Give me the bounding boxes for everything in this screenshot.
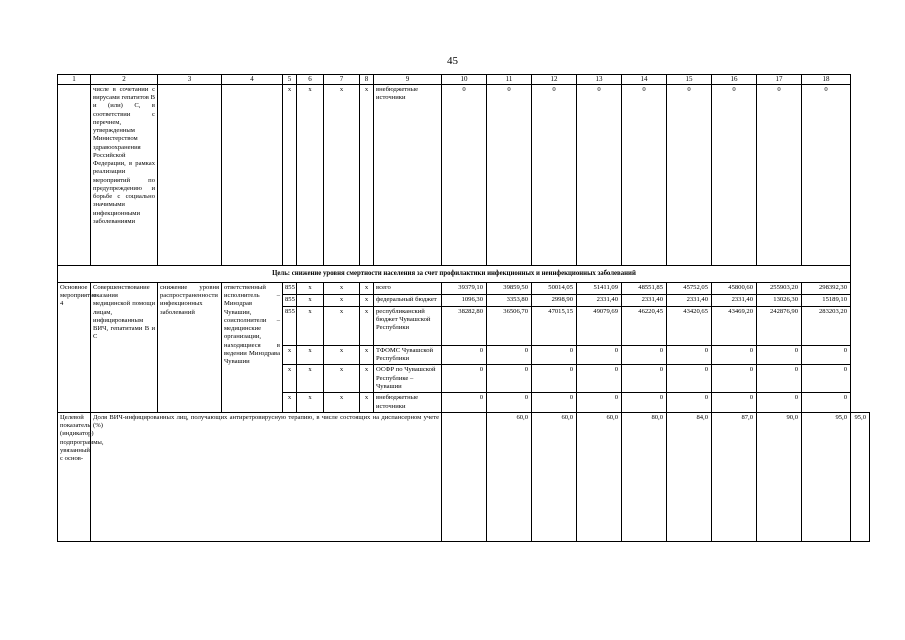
- column-header: 8: [360, 75, 374, 85]
- cell-value: 0: [622, 85, 667, 266]
- cell-value: 50014,05: [532, 283, 577, 295]
- column-header: 13: [577, 75, 622, 85]
- cell-code: x: [324, 307, 360, 346]
- cell-code: x: [360, 307, 374, 346]
- cell-value: 48551,85: [622, 283, 667, 295]
- cell-value: 84,0: [667, 412, 712, 541]
- cell-value: 3353,80: [487, 295, 532, 307]
- cell-value: 47015,15: [532, 307, 577, 346]
- cell-code: x: [324, 295, 360, 307]
- column-header: 2: [91, 75, 158, 85]
- cell-value: 0: [487, 346, 532, 365]
- cell-indicator-title: Целевой показатель (индикатор) подпрограммы, увязанный с основ-: [58, 412, 91, 541]
- cell-value: 0: [442, 365, 487, 393]
- cell-code: x: [297, 365, 324, 393]
- cell-value: 0: [757, 365, 802, 393]
- cell-value: 39859,50: [487, 283, 532, 295]
- header-row: [58, 75, 870, 85]
- cell-activity-name: Совершенствование оказания медицинской помощи лицам, инфицированным ВИЧ, гепатитами B и C: [91, 283, 158, 413]
- cell-value: 0: [487, 85, 532, 266]
- column-header: 15: [667, 75, 712, 85]
- cell-code: x: [283, 346, 297, 365]
- cell-code: x: [297, 295, 324, 307]
- cell-value: 0: [532, 365, 577, 393]
- column-header: 11: [487, 75, 532, 85]
- cell-value: 2331,40: [712, 295, 757, 307]
- cell-activity-goal: снижение уровня распространенности инфекционных заболеваний: [158, 283, 222, 413]
- cell-code: 855: [283, 283, 297, 295]
- cell-value: 242876,90: [757, 307, 802, 346]
- cell-value: 298392,30: [802, 283, 851, 295]
- column-header: 9: [374, 75, 442, 85]
- cell-value: 0: [442, 393, 487, 412]
- cell-value: 0: [712, 393, 757, 412]
- cell-empty: [58, 85, 91, 266]
- indicator-row: [58, 412, 870, 541]
- table-row: [58, 85, 870, 266]
- cell-value: 255903,20: [757, 283, 802, 295]
- cell-value: 0: [487, 393, 532, 412]
- column-header: 6: [297, 75, 324, 85]
- cell-code: 855: [283, 307, 297, 346]
- column-header: 4: [222, 75, 283, 85]
- cell-code: x: [360, 346, 374, 365]
- cell-value: 95,0: [802, 412, 851, 541]
- cell-code: x: [360, 283, 374, 295]
- cell-code: x: [324, 85, 360, 266]
- cell-value: 0: [532, 346, 577, 365]
- cell-code: x: [283, 365, 297, 393]
- cell-value: 0: [802, 365, 851, 393]
- cell-value: 0: [712, 346, 757, 365]
- cell-code: x: [324, 365, 360, 393]
- cell-value: 2331,40: [622, 295, 667, 307]
- cell-value: 45800,60: [712, 283, 757, 295]
- column-header: 17: [757, 75, 802, 85]
- cell-value: 80,0: [622, 412, 667, 541]
- cell-value: 95,0: [851, 412, 870, 541]
- cell-value: 46220,45: [622, 307, 667, 346]
- cell-value: 0: [442, 85, 487, 266]
- cell-code: x: [283, 85, 297, 266]
- cell-source: ОСФР по Чувашской Республике – Чувашии: [374, 365, 442, 393]
- cell-value: 39379,10: [442, 283, 487, 295]
- cell-value: 15189,10: [802, 295, 851, 307]
- cell-value: 0: [442, 346, 487, 365]
- cell-value: 0: [532, 393, 577, 412]
- cell-value: 0: [667, 365, 712, 393]
- cell-value: 0: [577, 365, 622, 393]
- cell-value: 0: [622, 346, 667, 365]
- cell-value: 0: [802, 393, 851, 412]
- cell-value: 0: [757, 393, 802, 412]
- cell-value: 0: [577, 393, 622, 412]
- budget-table: [57, 74, 870, 542]
- cell-value: 90,0: [757, 412, 802, 541]
- cell-code: x: [360, 365, 374, 393]
- column-header: 12: [532, 75, 577, 85]
- cell-code: x: [324, 393, 360, 412]
- column-header: 5: [283, 75, 297, 85]
- cell-value: 2331,40: [667, 295, 712, 307]
- cell-measure-text: числе в сочетании с вирусами гепатитов B и (или) C, в соответствии с перечнем, утвержденным Министерством здравоохранения Российской Федерации, в рамках реализации мероприятий по предупреждению и борьбе с социально значимыми инфекционными заболеваниями: [91, 85, 158, 266]
- cell-source: внебюджетные источники: [374, 393, 442, 412]
- column-header: 1: [58, 75, 91, 85]
- cell-value: 51411,09: [577, 283, 622, 295]
- cell-value: 0: [667, 393, 712, 412]
- cell-indicator-text: Доля ВИЧ-инфицированных лиц, получающих антиретровирусную терапию, в числе состоящих на диспансерном учете (%): [91, 412, 442, 541]
- cell-source: республиканский бюджет Чувашской Республики: [374, 307, 442, 346]
- cell-value: 2331,40: [577, 295, 622, 307]
- column-header: 3: [158, 75, 222, 85]
- cell-value: 283203,20: [802, 307, 851, 346]
- cell-value: 45752,05: [667, 283, 712, 295]
- cell-source: ТФОМС Чувашской Республики: [374, 346, 442, 365]
- cell-value: 0: [667, 346, 712, 365]
- cell-value: 2998,90: [532, 295, 577, 307]
- cell-code: x: [324, 346, 360, 365]
- goal-text: Цель: снижение уровня смертности населения за счет профилактики инфекционных и неинфекционных заболеваний: [58, 266, 851, 283]
- cell-value: 0: [532, 85, 577, 266]
- cell-code: x: [297, 85, 324, 266]
- cell-value: 0: [802, 346, 851, 365]
- cell-value: 0: [622, 393, 667, 412]
- cell-source: всего: [374, 283, 442, 295]
- cell-code: x: [297, 283, 324, 295]
- page-number: 45: [447, 55, 458, 67]
- cell-value: 0: [487, 365, 532, 393]
- cell-value: 43469,20: [712, 307, 757, 346]
- cell-code: 855: [283, 295, 297, 307]
- cell-value: 1096,30: [442, 295, 487, 307]
- cell-value: 0: [577, 85, 622, 266]
- cell-code: x: [283, 393, 297, 412]
- cell-value: 0: [712, 365, 757, 393]
- cell-value: 0: [712, 85, 757, 266]
- cell-value: 0: [757, 85, 802, 266]
- cell-code: x: [297, 307, 324, 346]
- cell-source: внебюджетные источники: [374, 85, 442, 266]
- column-header: 18: [802, 75, 851, 85]
- cell-value: 13026,30: [757, 295, 802, 307]
- cell-code: x: [360, 85, 374, 266]
- cell-empty: [158, 85, 222, 266]
- cell-value: 38282,80: [442, 307, 487, 346]
- column-header: 10: [442, 75, 487, 85]
- cell-code: x: [297, 393, 324, 412]
- column-header: 14: [622, 75, 667, 85]
- cell-value: 0: [757, 346, 802, 365]
- column-header: 7: [324, 75, 360, 85]
- table-row: [58, 283, 870, 295]
- column-header: 16: [712, 75, 757, 85]
- cell-value: 60,0: [487, 412, 532, 541]
- cell-value: 49079,69: [577, 307, 622, 346]
- cell-executor: ответственный исполнитель – Минздрав Чувашии, соисполнители – медицинские организации, находящиеся в ведении Минздрава Чувашии: [222, 283, 283, 413]
- cell-value: 43420,65: [667, 307, 712, 346]
- cell-code: x: [360, 295, 374, 307]
- cell-source: федеральный бюджет: [374, 295, 442, 307]
- cell-value: 60,0: [532, 412, 577, 541]
- cell-code: x: [297, 346, 324, 365]
- cell-code: x: [360, 393, 374, 412]
- cell-empty: [442, 412, 487, 541]
- cell-code: x: [324, 283, 360, 295]
- cell-value: 36506,70: [487, 307, 532, 346]
- cell-value: 87,0: [712, 412, 757, 541]
- cell-value: 0: [802, 85, 851, 266]
- cell-value: 0: [667, 85, 712, 266]
- cell-activity-title: Основное мероприятие 4: [58, 283, 91, 413]
- cell-value: 60,0: [577, 412, 622, 541]
- cell-value: 0: [577, 346, 622, 365]
- goal-row: [58, 266, 870, 283]
- cell-empty: [222, 85, 283, 266]
- cell-value: 0: [622, 365, 667, 393]
